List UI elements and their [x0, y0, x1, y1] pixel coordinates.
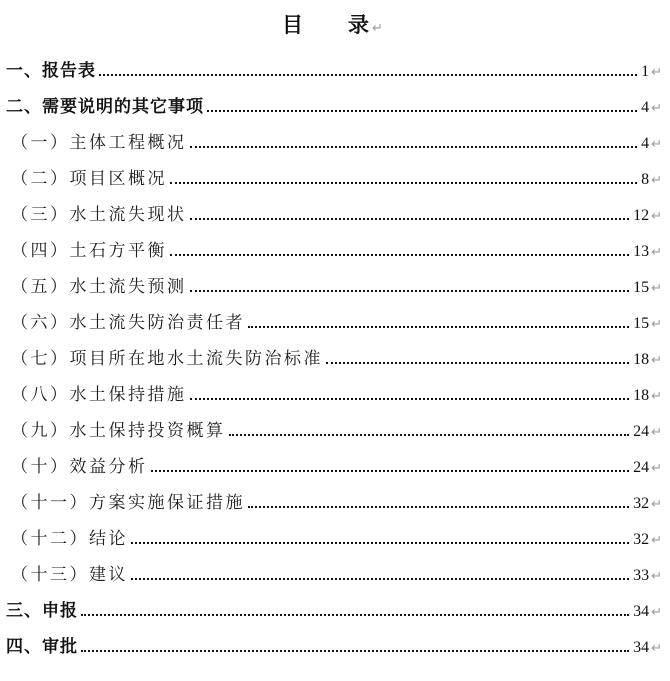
dot-leader: [190, 142, 638, 148]
return-mark-icon: ↵: [651, 641, 662, 656]
return-mark-icon: ↵: [651, 245, 662, 260]
page-number: 4: [641, 135, 650, 152]
toc-entry-label: （五）水土流失预测: [11, 277, 187, 296]
toc-title-text: 目 录: [282, 13, 371, 37]
dot-leader: [99, 70, 637, 76]
toc-title: [4, 6, 662, 47]
toc-entry-label: 三、申报: [6, 601, 78, 620]
dot-leader: [190, 214, 630, 220]
toc-entry-label: （十）效益分析: [11, 457, 148, 476]
return-mark-icon: ↵: [651, 425, 662, 440]
toc-entry-label: （九）水土保持投资概算: [11, 421, 226, 440]
page-number: 32: [633, 531, 650, 548]
dot-leader: [190, 394, 630, 400]
toc-entry-label: （十一）方案实施保证措施: [11, 493, 245, 512]
return-mark-icon: ↵: [651, 209, 662, 224]
return-mark-icon: ↵: [372, 21, 384, 36]
page-number: 1: [641, 63, 650, 80]
page-number: 12: [633, 207, 650, 224]
return-mark-icon: ↵: [651, 317, 662, 332]
return-mark-icon: ↵: [651, 101, 662, 116]
toc-entry[interactable]: [4, 197, 662, 233]
dot-leader: [229, 430, 630, 436]
toc-entry[interactable]: [4, 89, 662, 125]
toc-entry[interactable]: [4, 485, 662, 521]
toc-entry-label: 四、审批: [6, 637, 78, 656]
return-mark-icon: ↵: [651, 605, 662, 620]
toc-entry-label: （二）项目区概况: [11, 169, 167, 188]
page-number: 15: [633, 279, 650, 296]
dot-leader: [248, 502, 629, 508]
return-mark-icon: ↵: [651, 65, 662, 80]
toc-entry[interactable]: [4, 593, 662, 629]
toc-entry[interactable]: [4, 449, 662, 485]
toc-entry[interactable]: [4, 341, 662, 377]
dot-leader: [170, 178, 637, 184]
dot-leader: [170, 250, 629, 256]
page-number: 33: [633, 567, 650, 584]
dot-leader: [81, 610, 629, 616]
page-number: 18: [633, 351, 650, 368]
dot-leader: [151, 466, 630, 472]
toc-entry-label: 二、需要说明的其它事项: [6, 97, 204, 116]
toc-list: [4, 53, 662, 665]
dot-leader: [190, 286, 630, 292]
toc-entry[interactable]: [4, 233, 662, 269]
page-number: 24: [633, 459, 650, 476]
dot-leader: [81, 646, 629, 652]
toc-entry[interactable]: [4, 305, 662, 341]
toc-entry-label: （四）土石方平衡: [11, 241, 167, 260]
page-number: 13: [633, 243, 650, 260]
page-number: 4: [641, 99, 650, 116]
return-mark-icon: ↵: [651, 497, 662, 512]
toc-entry[interactable]: [4, 161, 662, 197]
toc-entry[interactable]: [4, 125, 662, 161]
page-number: 15: [633, 315, 650, 332]
toc-entry-label: （八）水土保持措施: [11, 385, 187, 404]
dot-leader: [131, 538, 629, 544]
dot-leader: [131, 574, 629, 580]
dot-leader: [248, 322, 629, 328]
toc-entry[interactable]: [4, 53, 662, 89]
toc-entry-label: （十三）建议: [11, 565, 128, 584]
return-mark-icon: ↵: [651, 353, 662, 368]
toc-entry-label: （三）水土流失现状: [11, 205, 187, 224]
return-mark-icon: ↵: [651, 533, 662, 548]
page-number: 8: [641, 171, 650, 188]
toc-entry[interactable]: [4, 413, 662, 449]
toc-entry-label: （十二）结论: [11, 529, 128, 548]
dot-leader: [207, 106, 637, 112]
toc-entry-label: （七）项目所在地水土流失防治标准: [11, 349, 323, 368]
toc-entry[interactable]: [4, 557, 662, 593]
return-mark-icon: ↵: [651, 173, 662, 188]
return-mark-icon: ↵: [651, 137, 662, 152]
page-number: 32: [633, 495, 650, 512]
toc-entry[interactable]: [4, 521, 662, 557]
return-mark-icon: ↵: [651, 281, 662, 296]
page-number: 18: [633, 387, 650, 404]
toc-entry[interactable]: [4, 269, 662, 305]
page-number: 24: [633, 423, 650, 440]
toc-entry[interactable]: [4, 629, 662, 665]
page-number: 34: [633, 639, 650, 656]
toc-entry-label: （六）水土流失防治责任者: [11, 313, 245, 332]
page-number: 34: [633, 603, 650, 620]
return-mark-icon: ↵: [651, 461, 662, 476]
toc-entry-label: （一）主体工程概况: [11, 133, 187, 152]
toc-entry-label: 一、报告表: [6, 61, 96, 80]
toc-entry[interactable]: [4, 377, 662, 413]
return-mark-icon: ↵: [651, 389, 662, 404]
dot-leader: [326, 358, 629, 364]
return-mark-icon: ↵: [651, 569, 662, 584]
